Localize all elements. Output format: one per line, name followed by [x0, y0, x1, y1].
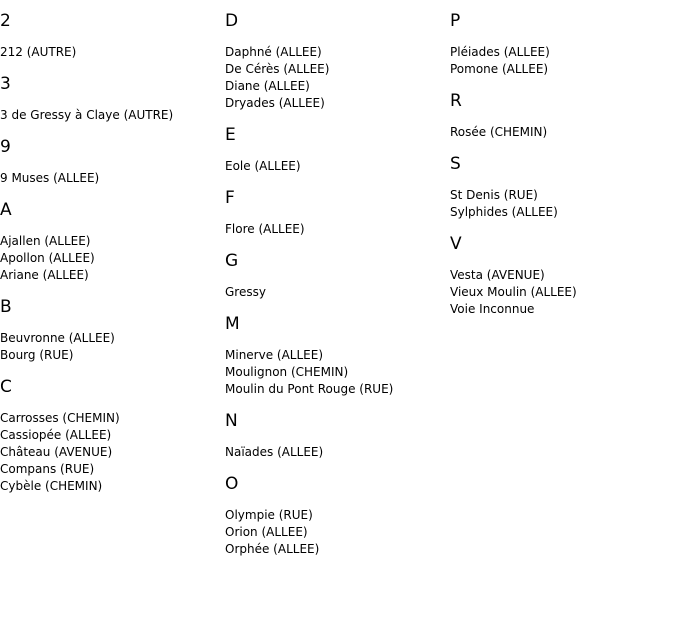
- street-list: [0, 44, 215, 61]
- letter-heading: G: [225, 251, 239, 271]
- letter-group: [225, 10, 440, 112]
- letter-group: [0, 199, 215, 284]
- street-list: [0, 410, 215, 495]
- street-link[interactable]: Dryades (ALLEE): [225, 96, 325, 110]
- letter-heading: P: [450, 11, 461, 31]
- letter-group: [0, 376, 215, 495]
- street-link[interactable]: Pomone (ALLEE): [450, 62, 549, 76]
- street-list: [225, 158, 440, 175]
- letter-group: [450, 90, 665, 141]
- street-link[interactable]: Olympie (RUE): [225, 508, 313, 522]
- street-list: [450, 44, 665, 78]
- letter-heading: M: [225, 314, 240, 334]
- street-link[interactable]: Moulignon (CHEMIN): [225, 365, 349, 379]
- letter-heading: D: [225, 11, 239, 31]
- letter-heading: E: [225, 125, 236, 145]
- letter-heading: N: [225, 411, 238, 431]
- street-list: [225, 444, 440, 461]
- street-list: [225, 221, 440, 238]
- street-list: [0, 170, 215, 187]
- street-link[interactable]: Ajallen (ALLEE): [0, 234, 91, 248]
- letter-group: [225, 473, 440, 558]
- letter-group: [225, 124, 440, 175]
- street-link[interactable]: Orion (ALLEE): [225, 525, 308, 539]
- street-link[interactable]: Ariane (ALLEE): [0, 268, 89, 282]
- letter-group: [450, 233, 665, 318]
- index-column-2: [225, 10, 440, 570]
- letter-heading: F: [225, 188, 235, 208]
- letter-heading: S: [450, 154, 461, 174]
- letter-group: [0, 73, 215, 124]
- street-link[interactable]: Rosée (CHEMIN): [450, 125, 548, 139]
- street-link[interactable]: Flore (ALLEE): [225, 222, 305, 236]
- street-link[interactable]: Gressy: [225, 285, 266, 299]
- street-list: [0, 330, 215, 364]
- letter-group: [450, 153, 665, 221]
- street-link[interactable]: Moulin du Pont Rouge (RUE): [225, 382, 394, 396]
- street-link[interactable]: Compans (RUE): [0, 462, 95, 476]
- street-link[interactable]: Cybèle (CHEMIN): [0, 479, 103, 493]
- letter-heading: 2: [0, 11, 11, 31]
- street-link[interactable]: 9 Muses (ALLEE): [0, 171, 100, 185]
- street-link[interactable]: Carrosses (CHEMIN): [0, 411, 120, 425]
- letter-group: [0, 136, 215, 187]
- street-link[interactable]: Beuvronne (ALLEE): [0, 331, 115, 345]
- street-link[interactable]: 3 de Gressy à Claye (AUTRE): [0, 108, 174, 122]
- street-list: [225, 44, 440, 112]
- street-list: [450, 124, 665, 141]
- street-link[interactable]: Orphée (ALLEE): [225, 542, 320, 556]
- letter-heading: V: [450, 234, 462, 254]
- letter-heading: 9: [0, 137, 11, 157]
- street-link[interactable]: Bourg (RUE): [0, 348, 74, 362]
- letter-group: [0, 296, 215, 364]
- street-link[interactable]: Voie Inconnue: [450, 302, 535, 316]
- street-link[interactable]: St Denis (RUE): [450, 188, 538, 202]
- street-link[interactable]: Cassiopée (ALLEE): [0, 428, 112, 442]
- street-link[interactable]: Vesta (AVENUE): [450, 268, 545, 282]
- street-link[interactable]: Daphné (ALLEE): [225, 45, 322, 59]
- street-link[interactable]: Eole (ALLEE): [225, 159, 301, 173]
- street-link[interactable]: Sylphides (ALLEE): [450, 205, 558, 219]
- index-column-3: [450, 10, 665, 330]
- letter-heading: 3: [0, 74, 11, 94]
- street-link[interactable]: Apollon (ALLEE): [0, 251, 95, 265]
- street-list: [225, 347, 440, 398]
- street-list: [0, 107, 215, 124]
- street-link[interactable]: De Cérès (ALLEE): [225, 62, 330, 76]
- street-link[interactable]: Vieux Moulin (ALLEE): [450, 285, 577, 299]
- street-link[interactable]: 212 (AUTRE): [0, 45, 77, 59]
- letter-group: [0, 10, 215, 61]
- letter-heading: C: [0, 377, 12, 397]
- letter-group: [450, 10, 665, 78]
- street-list: [225, 284, 440, 301]
- letter-group: [225, 313, 440, 398]
- street-link[interactable]: Château (AVENUE): [0, 445, 113, 459]
- street-link[interactable]: Naïades (ALLEE): [225, 445, 324, 459]
- street-list: [0, 233, 215, 284]
- street-list: [450, 267, 665, 318]
- letter-heading: R: [450, 91, 462, 111]
- letter-heading: B: [0, 297, 12, 317]
- street-link[interactable]: Minerve (ALLEE): [225, 348, 324, 362]
- letter-group: [225, 250, 440, 301]
- letter-group: [225, 187, 440, 238]
- street-link[interactable]: Diane (ALLEE): [225, 79, 310, 93]
- letter-group: [225, 410, 440, 461]
- street-link[interactable]: Pléiades (ALLEE): [450, 45, 550, 59]
- street-list: [225, 507, 440, 558]
- letter-heading: A: [0, 200, 12, 220]
- index-column-1: [0, 10, 215, 507]
- letter-heading: O: [225, 474, 239, 494]
- street-list: [450, 187, 665, 221]
